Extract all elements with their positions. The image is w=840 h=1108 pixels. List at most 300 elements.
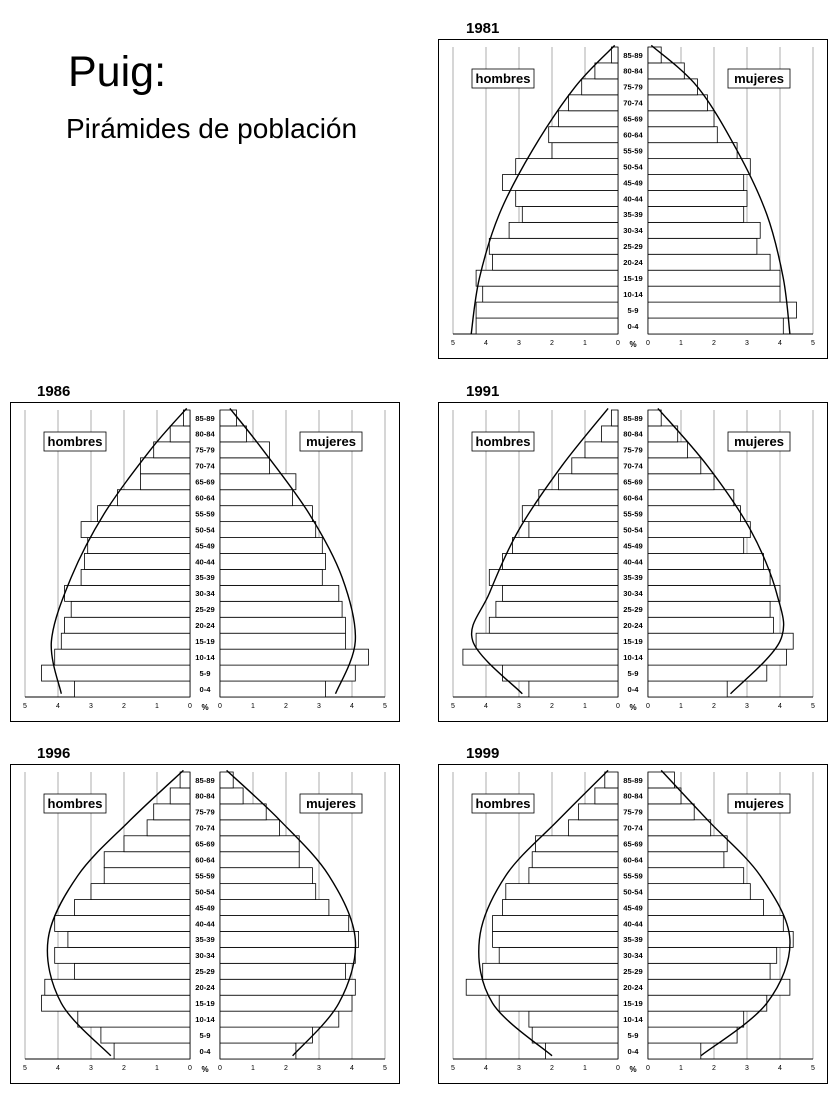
bar-mujeres-45-49	[220, 538, 322, 554]
age-label-85-89: 85-89	[623, 413, 643, 423]
bar-hombres-80-84	[170, 426, 190, 442]
bar-hombres-80-84	[595, 788, 618, 804]
bar-mujeres-15-19	[648, 633, 793, 649]
bar-hombres-0-4	[476, 318, 618, 334]
bar-hombres-10-14	[463, 649, 618, 665]
tick-label-right: 4	[350, 1065, 354, 1072]
tick-label-right: 4	[778, 340, 782, 347]
age-label-10-14: 10-14	[195, 652, 215, 662]
age-label-50-54: 50-54	[623, 162, 643, 172]
bar-mujeres-45-49	[648, 538, 744, 554]
age-label-50-54: 50-54	[195, 887, 215, 897]
age-label-30-34: 30-34	[623, 226, 643, 236]
age-label-75-79: 75-79	[623, 807, 643, 817]
bar-hombres-25-29	[489, 238, 618, 254]
age-label-45-49: 45-49	[623, 903, 643, 913]
age-label-5-9: 5-9	[627, 305, 639, 315]
tick-label-left: 2	[550, 1065, 554, 1072]
bar-hombres-0-4	[75, 681, 191, 697]
bar-hombres-85-89	[611, 47, 618, 63]
bar-mujeres-80-84	[648, 63, 684, 79]
tick-label-left: 0	[616, 340, 620, 347]
tick-label-left: 1	[155, 703, 159, 710]
bar-hombres-85-89	[611, 410, 618, 426]
age-label-15-19: 15-19	[195, 636, 215, 646]
age-label-0-4: 0-4	[199, 1046, 211, 1056]
age-label-40-44: 40-44	[623, 919, 643, 929]
age-label-60-64: 60-64	[623, 493, 643, 503]
age-label-65-69: 65-69	[623, 114, 643, 124]
bar-hombres-55-59	[552, 143, 618, 159]
age-label-85-89: 85-89	[623, 50, 643, 60]
bar-mujeres-50-54	[648, 884, 750, 900]
bar-hombres-75-79	[154, 804, 190, 820]
age-label-35-39: 35-39	[195, 935, 215, 945]
age-label-10-14: 10-14	[623, 1014, 643, 1024]
tick-label-left: 2	[550, 703, 554, 710]
age-label-75-79: 75-79	[623, 82, 643, 92]
age-label-35-39: 35-39	[623, 573, 643, 583]
bar-mujeres-30-34	[648, 585, 780, 601]
legend-label-hombres: hombres	[475, 71, 531, 86]
bar-hombres-45-49	[88, 538, 190, 554]
bar-mujeres-40-44	[648, 554, 764, 570]
bar-mujeres-85-89	[648, 47, 661, 63]
bar-hombres-75-79	[585, 442, 618, 458]
bar-mujeres-80-84	[648, 426, 678, 442]
age-label-35-39: 35-39	[623, 210, 643, 220]
tick-label-right: 1	[251, 703, 255, 710]
bar-mujeres-60-64	[648, 127, 717, 143]
bar-hombres-65-69	[124, 836, 190, 852]
bar-mujeres-40-44	[648, 916, 783, 932]
tick-label-right: 4	[350, 703, 354, 710]
bar-mujeres-20-24	[648, 979, 790, 995]
age-label-25-29: 25-29	[623, 242, 643, 252]
bar-hombres-40-44	[493, 916, 618, 932]
pyramid-chart-1986	[10, 402, 400, 722]
bar-mujeres-15-19	[648, 270, 780, 286]
bar-hombres-5-9	[476, 302, 618, 318]
tick-label-left: 0	[616, 1065, 620, 1072]
bar-hombres-30-34	[503, 585, 619, 601]
bar-hombres-50-54	[529, 522, 618, 538]
bar-mujeres-30-34	[220, 947, 355, 963]
bar-mujeres-20-24	[220, 979, 355, 995]
pyramid-chart-1981	[438, 39, 828, 359]
bar-hombres-50-54	[506, 884, 618, 900]
bar-mujeres-35-39	[648, 206, 744, 222]
tick-label-left: 1	[583, 703, 587, 710]
tick-label-right: 5	[383, 703, 387, 710]
year-label-1991: 1991	[466, 383, 500, 400]
age-label-40-44: 40-44	[623, 557, 643, 567]
age-label-40-44: 40-44	[623, 194, 643, 204]
bar-mujeres-30-34	[648, 947, 777, 963]
bar-mujeres-40-44	[220, 916, 349, 932]
bar-mujeres-10-14	[648, 286, 780, 302]
bar-hombres-60-64	[104, 852, 190, 868]
age-label-55-59: 55-59	[195, 509, 215, 519]
tick-label-right: 0	[646, 703, 650, 710]
tick-label-left: 5	[451, 340, 455, 347]
bar-hombres-70-74	[147, 820, 190, 836]
age-label-15-19: 15-19	[623, 998, 643, 1008]
bar-mujeres-55-59	[648, 506, 740, 522]
age-label-20-24: 20-24	[195, 621, 215, 631]
age-label-85-89: 85-89	[623, 775, 643, 785]
tick-label-right: 0	[646, 340, 650, 347]
age-label-85-89: 85-89	[195, 413, 215, 423]
tick-label-right: 2	[712, 1065, 716, 1072]
tick-label-left: 3	[89, 703, 93, 710]
age-label-55-59: 55-59	[623, 509, 643, 519]
tick-label-left: 5	[23, 1065, 27, 1072]
bar-hombres-75-79	[578, 804, 618, 820]
age-label-55-59: 55-59	[623, 146, 643, 156]
bar-hombres-15-19	[42, 995, 191, 1011]
bar-mujeres-75-79	[648, 79, 698, 95]
tick-label-right: 4	[778, 703, 782, 710]
bar-mujeres-30-34	[220, 585, 339, 601]
bar-mujeres-65-69	[648, 111, 714, 127]
age-label-60-64: 60-64	[623, 855, 643, 865]
bar-hombres-55-59	[104, 868, 190, 884]
bar-mujeres-5-9	[220, 665, 355, 681]
axis-unit-label: %	[201, 1065, 209, 1074]
bar-mujeres-75-79	[220, 804, 266, 820]
tick-label-right: 2	[712, 703, 716, 710]
age-label-5-9: 5-9	[627, 1030, 639, 1040]
page-title: Puig:	[68, 48, 167, 96]
bar-hombres-0-4	[529, 681, 618, 697]
bar-hombres-55-59	[529, 868, 618, 884]
bar-hombres-60-64	[532, 852, 618, 868]
bar-mujeres-10-14	[648, 649, 787, 665]
bar-mujeres-25-29	[648, 963, 770, 979]
bar-mujeres-45-49	[220, 900, 329, 916]
bar-hombres-40-44	[84, 554, 190, 570]
age-label-70-74: 70-74	[195, 461, 215, 471]
bar-hombres-40-44	[516, 191, 618, 207]
bar-mujeres-45-49	[648, 175, 744, 191]
bar-mujeres-35-39	[220, 569, 322, 585]
bar-mujeres-70-74	[220, 458, 270, 474]
bar-mujeres-20-24	[648, 254, 770, 270]
tick-label-left: 4	[484, 1065, 488, 1072]
tick-label-right: 1	[679, 1065, 683, 1072]
age-label-0-4: 0-4	[627, 684, 639, 694]
tick-label-right: 3	[745, 1065, 749, 1072]
bar-hombres-40-44	[503, 554, 619, 570]
bar-hombres-30-34	[55, 947, 190, 963]
bar-hombres-45-49	[75, 900, 191, 916]
age-label-75-79: 75-79	[195, 445, 215, 455]
tick-label-left: 2	[122, 1065, 126, 1072]
age-label-35-39: 35-39	[623, 935, 643, 945]
tick-label-left: 0	[188, 703, 192, 710]
tick-label-left: 5	[23, 703, 27, 710]
tick-label-left: 5	[451, 703, 455, 710]
bar-mujeres-5-9	[648, 665, 767, 681]
bar-hombres-10-14	[55, 649, 190, 665]
age-label-55-59: 55-59	[623, 871, 643, 881]
tick-label-right: 5	[811, 1065, 815, 1072]
bar-mujeres-60-64	[648, 490, 734, 506]
age-label-25-29: 25-29	[195, 967, 215, 977]
bar-mujeres-65-69	[220, 474, 296, 490]
tick-label-right: 4	[778, 1065, 782, 1072]
bar-hombres-20-24	[489, 617, 618, 633]
bar-mujeres-0-4	[648, 1043, 701, 1059]
tick-label-right: 1	[679, 703, 683, 710]
bar-hombres-60-64	[549, 127, 618, 143]
bar-mujeres-25-29	[648, 601, 770, 617]
legend-label-hombres: hombres	[47, 796, 103, 811]
age-label-45-49: 45-49	[623, 541, 643, 551]
legend-label-mujeres: mujeres	[306, 434, 356, 449]
age-label-65-69: 65-69	[623, 477, 643, 487]
bar-mujeres-40-44	[648, 191, 747, 207]
bar-mujeres-35-39	[648, 931, 793, 947]
bar-mujeres-10-14	[220, 1011, 339, 1027]
axis-unit-label: %	[629, 703, 637, 712]
bar-mujeres-10-14	[648, 1011, 744, 1027]
age-label-40-44: 40-44	[195, 557, 215, 567]
tick-label-left: 3	[517, 1065, 521, 1072]
bar-mujeres-65-69	[648, 474, 714, 490]
bar-hombres-45-49	[503, 175, 619, 191]
bar-mujeres-25-29	[220, 963, 345, 979]
bar-mujeres-65-69	[220, 836, 299, 852]
bar-hombres-55-59	[98, 506, 190, 522]
age-label-25-29: 25-29	[623, 605, 643, 615]
tick-label-right: 3	[317, 703, 321, 710]
bar-mujeres-15-19	[220, 995, 352, 1011]
bar-hombres-25-29	[71, 601, 190, 617]
bar-hombres-25-29	[483, 963, 618, 979]
bar-mujeres-40-44	[220, 554, 326, 570]
pyramid-chart-1999	[438, 764, 828, 1084]
tick-label-left: 4	[56, 703, 60, 710]
bar-hombres-10-14	[483, 286, 618, 302]
bar-mujeres-70-74	[648, 820, 711, 836]
age-label-60-64: 60-64	[195, 493, 215, 503]
bar-mujeres-25-29	[220, 601, 342, 617]
bar-mujeres-35-39	[220, 931, 359, 947]
bar-hombres-15-19	[476, 270, 618, 286]
age-label-50-54: 50-54	[623, 887, 643, 897]
age-label-70-74: 70-74	[623, 98, 643, 108]
bar-mujeres-55-59	[220, 506, 312, 522]
legend-label-mujeres: mujeres	[734, 796, 784, 811]
bar-mujeres-15-19	[648, 995, 767, 1011]
age-label-80-84: 80-84	[623, 66, 643, 76]
bar-mujeres-35-39	[648, 569, 770, 585]
pyramid-chart-1991	[438, 402, 828, 722]
tick-label-right: 5	[811, 340, 815, 347]
bar-mujeres-50-54	[648, 159, 750, 175]
legend-label-hombres: hombres	[475, 796, 531, 811]
bar-hombres-65-69	[559, 474, 618, 490]
age-label-0-4: 0-4	[627, 321, 639, 331]
tick-label-right: 3	[317, 1065, 321, 1072]
bar-hombres-75-79	[154, 442, 190, 458]
age-label-75-79: 75-79	[623, 445, 643, 455]
axis-unit-label: %	[629, 340, 637, 349]
bar-hombres-60-64	[539, 490, 618, 506]
bar-mujeres-30-34	[648, 222, 760, 238]
tick-label-right: 0	[218, 703, 222, 710]
bar-mujeres-0-4	[648, 681, 727, 697]
age-label-20-24: 20-24	[623, 258, 643, 268]
bar-mujeres-50-54	[648, 522, 750, 538]
age-label-70-74: 70-74	[195, 823, 215, 833]
year-label-1986: 1986	[37, 383, 71, 400]
bar-mujeres-70-74	[220, 820, 279, 836]
age-label-70-74: 70-74	[623, 461, 643, 471]
bar-hombres-55-59	[522, 506, 618, 522]
bar-mujeres-50-54	[220, 522, 316, 538]
bar-mujeres-55-59	[220, 868, 312, 884]
bar-mujeres-75-79	[648, 442, 688, 458]
bar-mujeres-70-74	[648, 95, 707, 111]
bar-mujeres-60-64	[648, 852, 724, 868]
bar-mujeres-5-9	[648, 1027, 737, 1043]
bar-mujeres-0-4	[648, 318, 783, 334]
age-label-80-84: 80-84	[195, 791, 215, 801]
age-label-75-79: 75-79	[195, 807, 215, 817]
bar-mujeres-65-69	[648, 836, 727, 852]
bar-hombres-0-4	[114, 1043, 190, 1059]
bar-hombres-65-69	[536, 836, 619, 852]
age-label-5-9: 5-9	[199, 1030, 211, 1040]
age-label-30-34: 30-34	[195, 589, 215, 599]
bar-mujeres-20-24	[220, 617, 345, 633]
bar-mujeres-70-74	[648, 458, 701, 474]
bar-hombres-50-54	[91, 884, 190, 900]
bar-mujeres-45-49	[648, 900, 764, 916]
bar-hombres-60-64	[117, 490, 190, 506]
age-label-65-69: 65-69	[195, 839, 215, 849]
bar-hombres-80-84	[170, 788, 190, 804]
tick-label-left: 5	[451, 1065, 455, 1072]
bar-hombres-10-14	[529, 1011, 618, 1027]
bar-hombres-50-54	[516, 159, 618, 175]
bar-hombres-70-74	[141, 458, 191, 474]
bar-hombres-80-84	[602, 426, 619, 442]
tick-label-right: 5	[383, 1065, 387, 1072]
tick-label-right: 0	[218, 1065, 222, 1072]
bar-hombres-15-19	[499, 995, 618, 1011]
bar-mujeres-55-59	[648, 868, 744, 884]
tick-label-left: 1	[583, 340, 587, 347]
age-label-80-84: 80-84	[623, 429, 643, 439]
year-label-1999: 1999	[466, 745, 500, 762]
tick-label-left: 3	[89, 1065, 93, 1072]
bar-hombres-85-89	[183, 410, 190, 426]
bar-hombres-20-24	[45, 979, 190, 995]
age-label-60-64: 60-64	[623, 130, 643, 140]
age-label-60-64: 60-64	[195, 855, 215, 865]
bar-hombres-70-74	[572, 458, 618, 474]
age-label-25-29: 25-29	[195, 605, 215, 615]
tick-label-right: 2	[284, 703, 288, 710]
bar-mujeres-20-24	[648, 617, 773, 633]
bar-mujeres-10-14	[220, 649, 369, 665]
bar-mujeres-0-4	[220, 681, 326, 697]
age-label-0-4: 0-4	[627, 1046, 639, 1056]
bar-hombres-40-44	[55, 916, 190, 932]
bar-hombres-75-79	[582, 79, 618, 95]
page-subtitle: Pirámides de población	[66, 113, 358, 144]
bar-mujeres-15-19	[220, 633, 345, 649]
legend-label-mujeres: mujeres	[306, 796, 356, 811]
tick-label-right: 2	[284, 1065, 288, 1072]
tick-label-right: 2	[712, 340, 716, 347]
age-label-70-74: 70-74	[623, 823, 643, 833]
bar-hombres-65-69	[559, 111, 618, 127]
bar-hombres-25-29	[75, 963, 191, 979]
bar-hombres-20-24	[65, 617, 190, 633]
bar-hombres-65-69	[141, 474, 191, 490]
age-label-10-14: 10-14	[623, 652, 643, 662]
bar-mujeres-60-64	[220, 852, 299, 868]
tick-label-left: 3	[517, 703, 521, 710]
tick-label-left: 4	[484, 703, 488, 710]
age-label-20-24: 20-24	[195, 983, 215, 993]
tick-label-left: 2	[550, 340, 554, 347]
tick-label-left: 4	[56, 1065, 60, 1072]
bar-mujeres-80-84	[648, 788, 681, 804]
bar-hombres-85-89	[180, 772, 190, 788]
bar-hombres-25-29	[496, 601, 618, 617]
bar-hombres-35-39	[493, 931, 618, 947]
age-label-5-9: 5-9	[199, 668, 211, 678]
bar-hombres-5-9	[42, 665, 191, 681]
age-label-15-19: 15-19	[623, 636, 643, 646]
bar-mujeres-80-84	[220, 788, 243, 804]
axis-unit-label: %	[629, 1065, 637, 1074]
bar-hombres-15-19	[61, 633, 190, 649]
tick-label-left: 1	[155, 1065, 159, 1072]
bar-mujeres-85-89	[648, 410, 661, 426]
bar-mujeres-50-54	[220, 884, 316, 900]
age-label-40-44: 40-44	[195, 919, 215, 929]
bar-hombres-35-39	[522, 206, 618, 222]
bar-hombres-35-39	[489, 569, 618, 585]
bar-hombres-35-39	[81, 569, 190, 585]
year-label-1981: 1981	[466, 20, 500, 37]
bar-mujeres-5-9	[220, 1027, 312, 1043]
age-label-5-9: 5-9	[627, 668, 639, 678]
bar-hombres-35-39	[68, 931, 190, 947]
age-label-80-84: 80-84	[623, 791, 643, 801]
age-label-50-54: 50-54	[623, 525, 643, 535]
bar-mujeres-60-64	[220, 490, 293, 506]
tick-label-right: 3	[745, 340, 749, 347]
bar-hombres-20-24	[493, 254, 618, 270]
bar-hombres-45-49	[503, 900, 619, 916]
tick-label-right: 1	[251, 1065, 255, 1072]
bar-hombres-70-74	[569, 95, 619, 111]
axis-unit-label: %	[201, 703, 209, 712]
bar-hombres-45-49	[512, 538, 618, 554]
age-label-45-49: 45-49	[195, 541, 215, 551]
bar-hombres-70-74	[569, 820, 619, 836]
tick-label-left: 2	[122, 703, 126, 710]
bar-mujeres-80-84	[220, 426, 246, 442]
